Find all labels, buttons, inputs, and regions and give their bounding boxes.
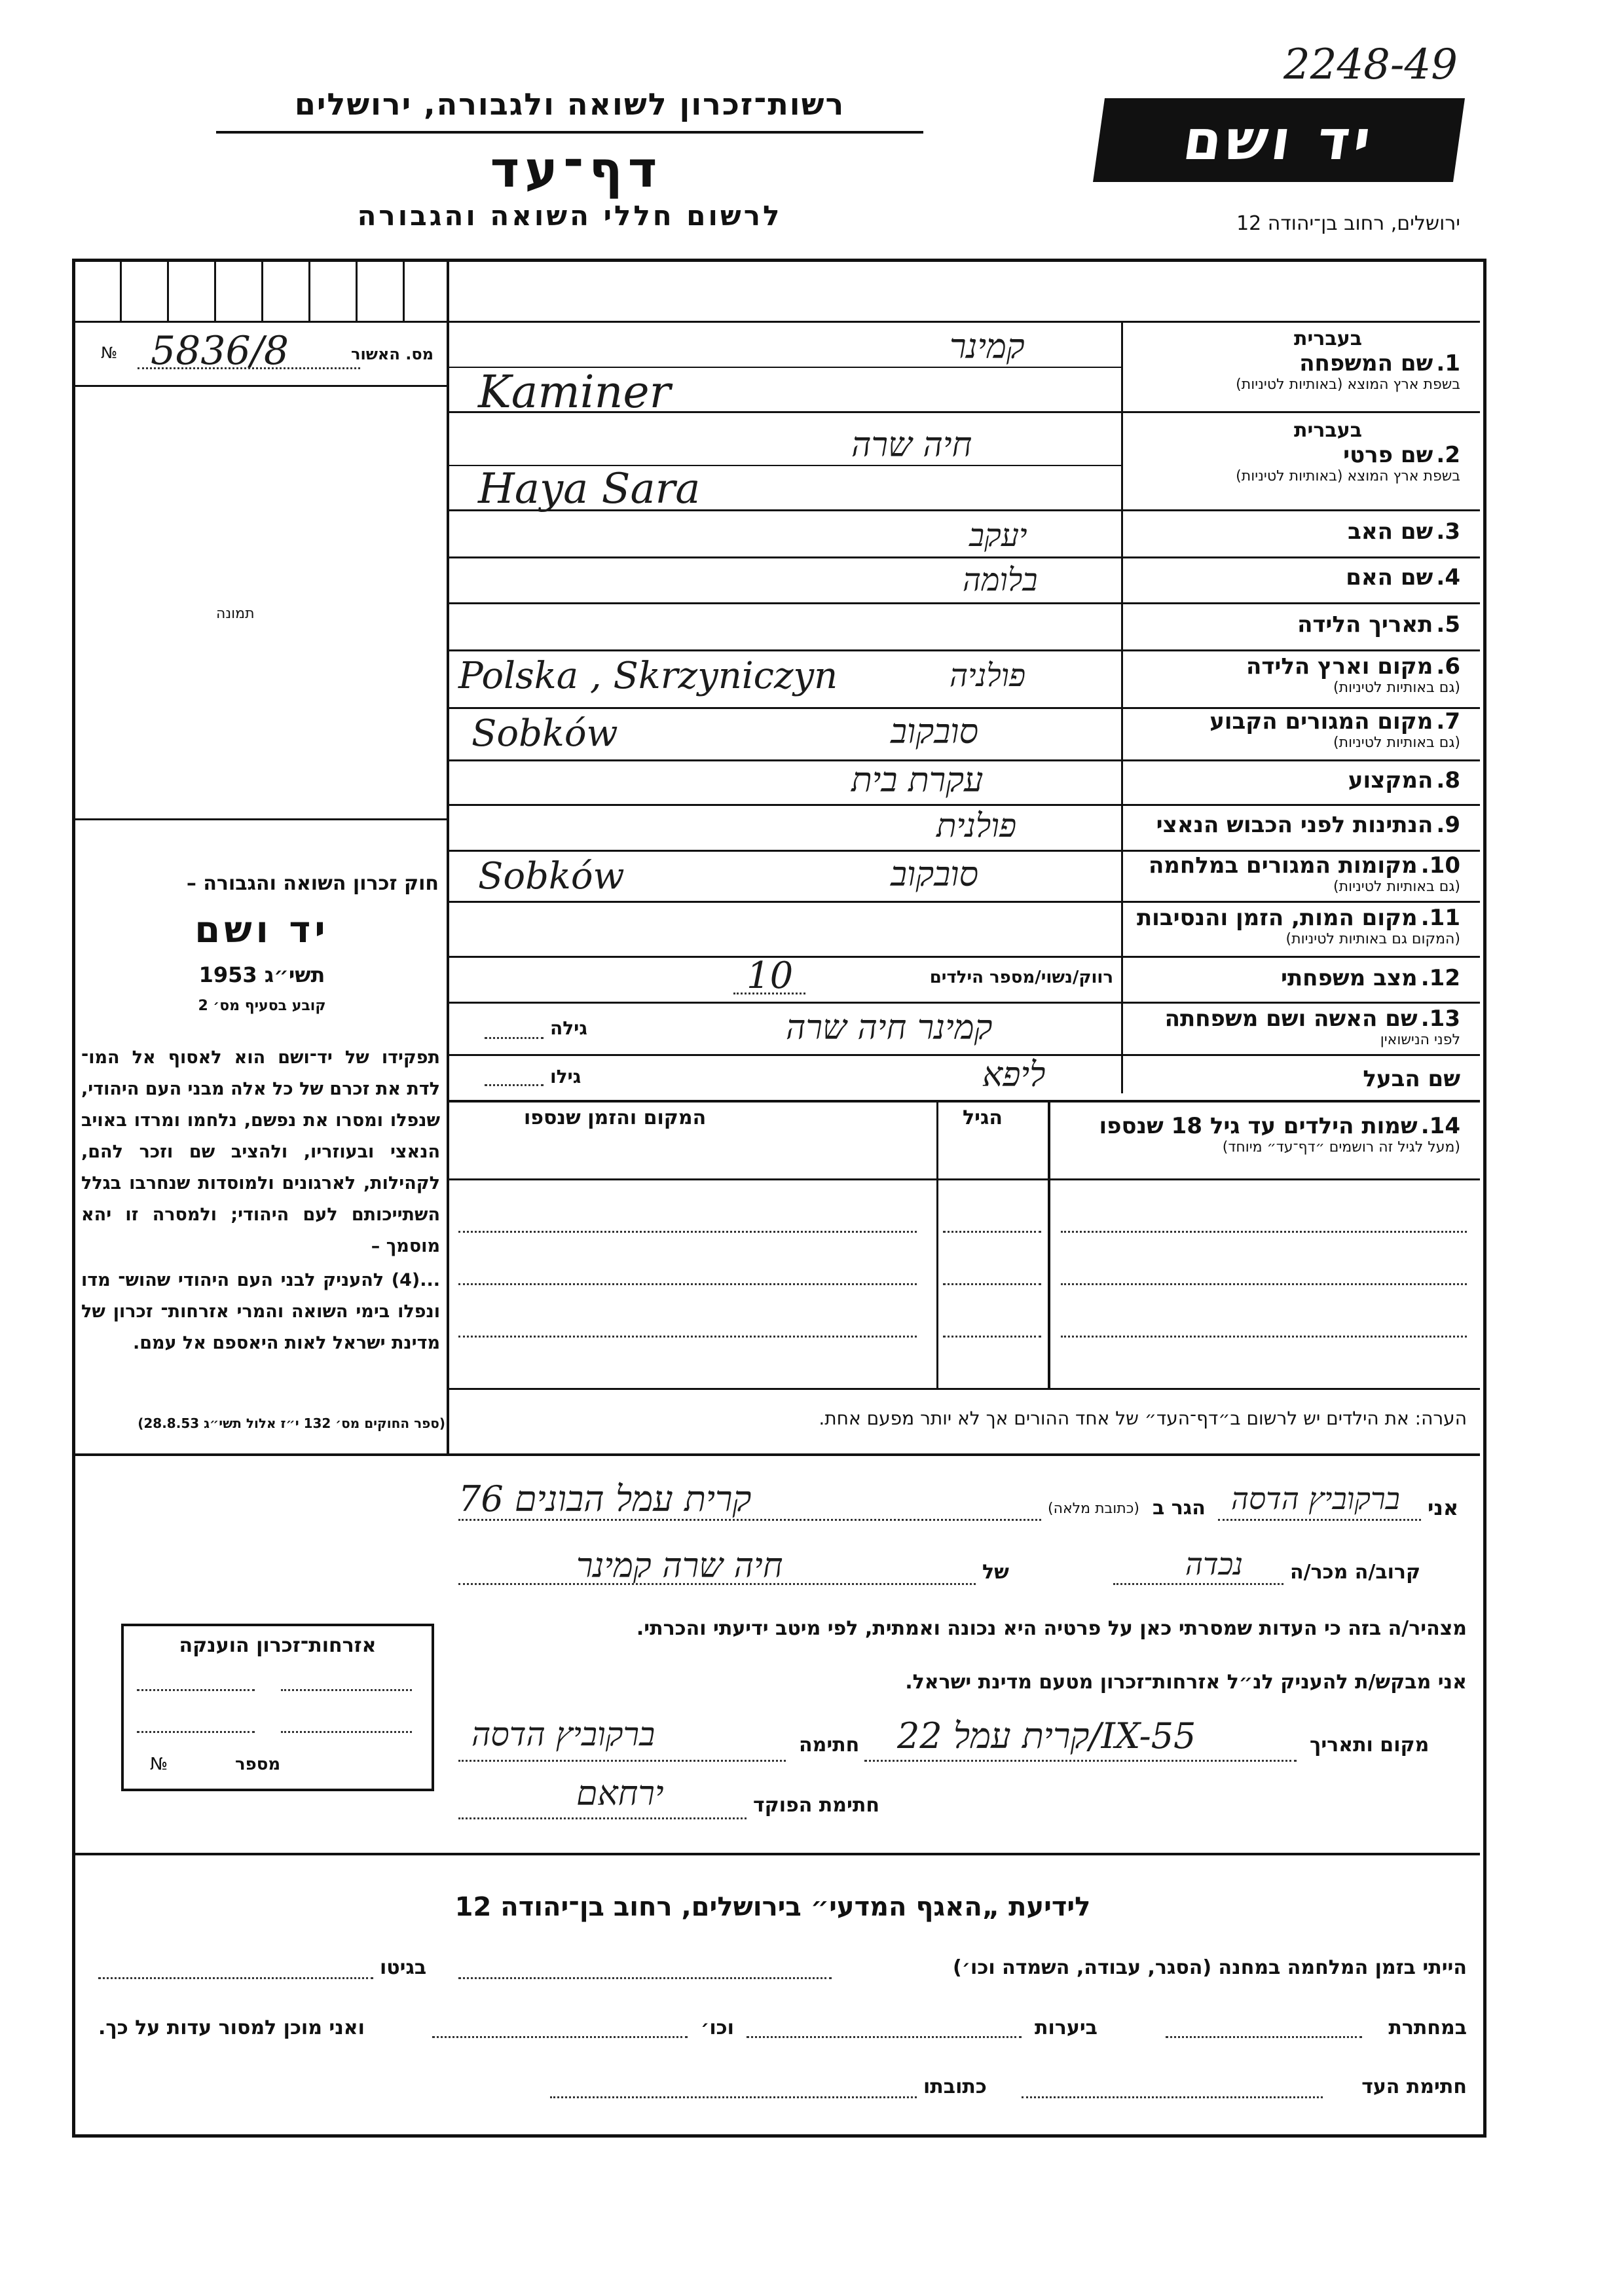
- place-date-label: מקום ותאריך: [1310, 1734, 1430, 1757]
- field-7-value-hebrew: סובקוב: [891, 712, 979, 752]
- field-1-label: בעברית 1. שם המשפחה בשפת ארץ המוצא (באותיות לטיניות): [1236, 327, 1460, 393]
- children-col-age: הגיל: [963, 1106, 1003, 1129]
- citizenship-number-label: מספר: [235, 1755, 281, 1774]
- official-signature-label: חתימת הפוקד: [753, 1794, 879, 1817]
- signature-value: ברקוביץ הדסה: [471, 1715, 655, 1753]
- photo-top-rule: [75, 385, 447, 387]
- official-signature-value: ירחאם: [576, 1774, 664, 1813]
- field-13-age-label: גילה: [550, 1017, 587, 1039]
- field-2-value-hebrew: חיה שרה: [851, 426, 972, 465]
- law-text-1: תפקידו של יד־ושם הוא לאסוף אל המו־ לדת את זכרם של כל אלה מבני העם היהודי, שנפלו ומסרו את נפשם, נלחמו ומרדו באויב הנאצי ובעוזריו, ולהציב שם וזכר להם, לקהילות, לארגונים ולמוסדות שנחרבו בגלל השתייכותם לעם היהודי; ולמסרה זו יהא מוסמך –: [81, 1048, 440, 1256]
- reg-label: מס. האשור: [351, 345, 434, 363]
- husband-name-value: ליפא: [982, 1055, 1046, 1095]
- footer-address-label: כתובתו: [923, 2075, 987, 2098]
- declaration-i-value: ברקוביץ הדסה: [1231, 1481, 1400, 1516]
- form-subtitle: לרשום חללי השואה והגבורה: [357, 200, 783, 232]
- footer-underground-label: במחתרת: [1388, 2016, 1467, 2039]
- declaration-request: אני מבקש/ת להעניק לנ״ל אזרחות־זכרון מטעם מדינת ישראל.: [905, 1671, 1467, 1694]
- place-date-value: קרית עמל 22/IX-55: [897, 1715, 1196, 1757]
- field-6-value-hebrew: פולניה: [950, 657, 1026, 694]
- top-rule: [447, 321, 1480, 323]
- authority-name: רשות־זכרון לשואה ולגבורה, ירושלים: [294, 86, 845, 122]
- field-9-label: 9. הנתינות לפני הכבוש הנאצי: [1156, 812, 1460, 838]
- footer-rule: [75, 1853, 1480, 1855]
- of-value: חיה שרה קמינר: [576, 1546, 783, 1586]
- children-label: 14. שמות הילדים עד גיל 18 שנספו (מעל לגיל זה רושמים ״דף־עד״ מיוחד): [1099, 1113, 1460, 1156]
- field-3-label: 3. שם האב: [1348, 519, 1460, 545]
- field-12-label: 12. מצב משפחתי: [1280, 965, 1460, 991]
- photo-bottom-rule: [75, 818, 447, 820]
- field-1-hebrew-tag: בעברית: [1294, 327, 1362, 350]
- logo-text: יד ושם: [1179, 108, 1379, 172]
- law-year: תשי״ג 1953: [198, 962, 325, 987]
- law-reference: (ספר החוקים מס׳ 132 י״ז אלול תשי״ג 28.8.53): [138, 1415, 445, 1431]
- declaration-statement: מצהיר/ה בזה כי העדות שמסרתי כאן על פרטיה היא נכונה ואמתית, לפי מיטב ידיעתי והכרתי.: [636, 1617, 1467, 1640]
- footer-ready-label: ואני מוכן למסור עדות על כך.: [98, 2016, 365, 2039]
- field-4-label: 4. שם האם: [1346, 564, 1460, 591]
- footer-witness-signature-label: חתימת העד: [1361, 2075, 1467, 2098]
- note: הערה: את הילדים יש לרשום ב״דף־העד״ של אחד ההורים אך לא יותר מפעם אחת.: [819, 1408, 1467, 1429]
- relative-label: קרוב/ה מכר/ה: [1290, 1561, 1421, 1584]
- citizenship-box: [121, 1624, 434, 1791]
- husband-age-label: גילו: [550, 1066, 581, 1087]
- header-rule: [216, 131, 923, 134]
- declaration-i-label: אני: [1428, 1495, 1459, 1520]
- note-rule: [75, 1453, 1480, 1456]
- citizenship-number-mark: №: [150, 1755, 168, 1774]
- footer-camp-label: הייתי בזמן המלחמה במחנה (הסגר, עבודה, השמדה וכו׳): [953, 1956, 1467, 1979]
- footer-notice: לידיעת „האגף המדעי״ בירושלים, רחוב בן־יהודה 12: [454, 1892, 1091, 1922]
- field-8-value: עקרת בית: [851, 761, 984, 800]
- footer-etc-label: וכו׳: [701, 2016, 734, 2039]
- left-column-divider: [447, 262, 449, 1453]
- field-6-label: 6. מקום וארץ הלידה (גם באותיות לטיניות): [1246, 653, 1460, 696]
- reg-no-mark: №: [101, 344, 117, 362]
- signature-label: חתימה: [799, 1734, 860, 1757]
- field-13-label: 13. שם האשה ושם משפחתה לפני הנישואין: [1164, 1006, 1460, 1048]
- address: ירושלים, רחוב בן־יהודה 12: [1236, 212, 1460, 235]
- address-value: קרית עמל הבונים 76: [458, 1478, 752, 1520]
- field-6-value-latin: Polska , Skrzyniczyn: [458, 655, 838, 697]
- field-5-label: 5. תאריך הלידה: [1297, 611, 1460, 638]
- field-2-hebrew-tag: בעברית: [1294, 419, 1362, 442]
- field-11-label: 11. מקום המות, הזמן והנסיבות (המקום גם באותיות לטיניות): [1136, 905, 1460, 947]
- field-7-label: 7. מקום המגורים הקבוע (גם באותיות לטיניות): [1209, 708, 1460, 751]
- relative-value: נכדה: [1185, 1546, 1244, 1582]
- field-8-label: 8. המקצוע: [1348, 767, 1460, 793]
- resides-label: הגר ב: [1153, 1497, 1206, 1520]
- field-3-value: יעקב: [969, 517, 1027, 554]
- field-2-label: בעברית 2. שם פרטי בשפת ארץ המוצא (באותיות לטיניות): [1236, 419, 1460, 484]
- field-10-label: 10. מקומות המגורים במלחמה (גם באותיות לטיניות): [1148, 852, 1460, 895]
- field-7-value-latin: Sobków: [471, 712, 618, 755]
- field-10-value-latin: Sobków: [478, 855, 625, 898]
- field-2-value-latin: Haya Sara: [478, 465, 701, 513]
- field-12-status-label: רווק/נשוי/מספר הילדים: [929, 968, 1113, 987]
- children-col-place: המקום והזמן שנספו: [524, 1106, 707, 1129]
- photo-label: תמונה: [216, 606, 255, 622]
- field-4-value: בלומה: [963, 562, 1038, 598]
- citizenship-title: אזרחות־זכרון הוענקה: [179, 1634, 377, 1657]
- law-logo: יד ושם: [194, 909, 329, 951]
- law-text-2: ...(4) להעניק לבני העם היהודי שהוש־ מדו ונפלו בימי השואה והמרי אזרחות־ זכרון של מדינת ישראל לאות היאספם אל עמם.: [81, 1270, 440, 1353]
- reg-value: 5836/8: [151, 328, 289, 374]
- code-boxes: [75, 262, 447, 323]
- field-13-value: קמינר חיה שרה: [786, 1008, 993, 1048]
- field-1-value-latin: Kaminer: [478, 367, 671, 418]
- field-1-value-hebrew: קמינר: [950, 327, 1025, 367]
- handwritten-number: 2248-49: [1283, 41, 1458, 89]
- law-section: קובע בסעיף מס׳ 2: [198, 998, 326, 1014]
- field-12-value: 10: [747, 955, 794, 997]
- form-title: דף־עד: [490, 140, 663, 198]
- footer-ghetto-label: בגיטו: [380, 1956, 427, 1979]
- resides-sub: (כתובת מלאה): [1048, 1501, 1139, 1517]
- yad-vashem-logo: [1093, 98, 1465, 182]
- footer-forests-label: ביערות: [1035, 2016, 1098, 2039]
- field-9-value: פולנית: [936, 807, 1017, 845]
- law-title: חוק זכרון השואה והגבורה –: [186, 872, 439, 895]
- registration-number-row: [92, 328, 439, 376]
- field-10-value-hebrew: סובקוב: [891, 855, 979, 894]
- of-label: של: [982, 1561, 1009, 1584]
- husband-name-label: שם הבעל: [1363, 1066, 1460, 1092]
